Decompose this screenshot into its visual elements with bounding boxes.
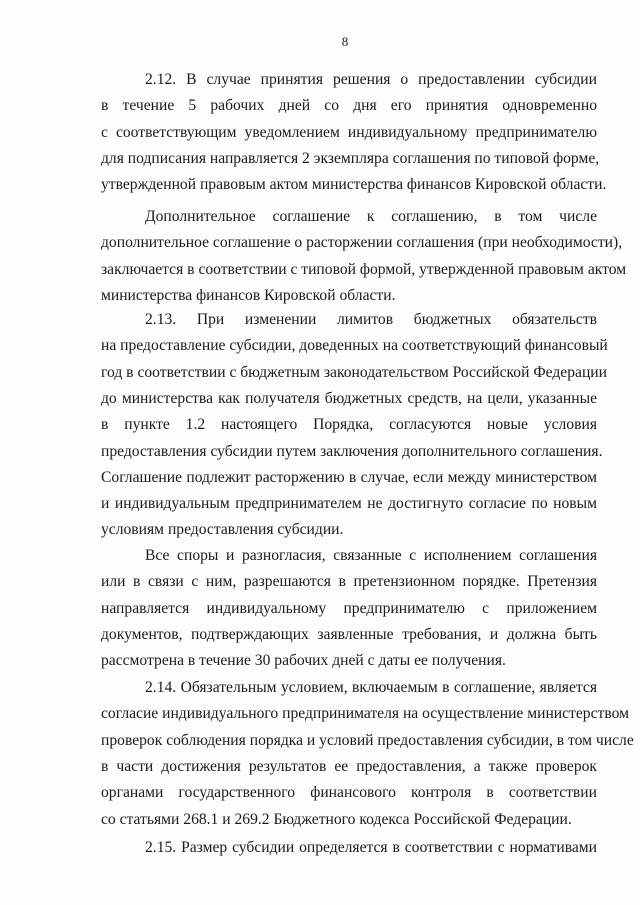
text-line: 2.14. Обязательным условием, включаемым в соглашение, является: [145, 679, 597, 696]
text-line: согласие индивидуального предпринимателя на осуществление министерством: [101, 705, 629, 723]
text-line: год в соответствии с бюджетным законодательством Российской Федерации: [101, 363, 607, 381]
text-line: предоставления субсидии путем заключения дополнительного соглашения.: [101, 442, 603, 460]
page-number: 8: [341, 34, 349, 49]
text-line: органами государственного финансового контроля в соответствии: [101, 784, 597, 802]
text-line: в течение 5 рабочих дней со дня его принятия одновременно: [101, 97, 597, 115]
text-line: министерства финансов Кировской области.: [101, 286, 396, 304]
text-line: направляется индивидуальному предпринимателю с приложением: [101, 599, 597, 617]
text-line: в части достижения результатов ее предоставления, а также проверок: [101, 757, 597, 775]
text-line: со статьями 268.1 и 269.2 Бюджетного кодекса Российской Федерации.: [101, 810, 572, 828]
text-line: для подписания направляется 2 экземпляра соглашения по типовой форме,: [101, 149, 600, 167]
text-line: с соответствующим уведомлением индивидуальному предпринимателю: [101, 123, 597, 141]
text-line: или в связи с ним, разрешаются в претензионном порядке. Претензия: [101, 573, 597, 591]
text-line: в пункте 1.2 настоящего Порядка, согласуются новые условия: [101, 416, 597, 434]
text-line: документов, подтверждающих заявленные требования, и должна быть: [101, 625, 597, 643]
text-line: утвержденной правовым актом министерства финансов Кировской области.: [101, 176, 607, 194]
text-line: условиям предоставления субсидии.: [101, 521, 344, 539]
text-line: 2.12. В случае принятия решения о предоставлении субсидии: [145, 71, 597, 88]
text-line: и индивидуальным предпринимателем не достигнуто согласие по новым: [101, 495, 597, 513]
text-line: до министерства как получателя бюджетных средств, на цели, указанные: [101, 389, 597, 407]
text-line: заключается в соответствии с типовой формой, утвержденной правовым актом: [101, 260, 627, 278]
text-line: Все споры и разногласия, связанные с исполнением соглашения: [145, 547, 597, 564]
text-line: на предоставление субсидии, доведенных на соответствующий финансовый: [101, 337, 608, 355]
text-line: Дополнительное соглашение к соглашению, в том числе: [145, 208, 597, 225]
text-line: дополнительное соглашение о расторжении соглашения (при необходимости),: [101, 234, 623, 252]
text-line: 2.15. Размер субсидии определяется в соответствии с нормативами: [145, 839, 597, 856]
text-line: рассмотрена в течение 30 рабочих дней с даты ее получения.: [101, 652, 506, 670]
text-line: проверок соблюдения порядка и условий предоставления субсидии, в том числе: [101, 731, 634, 749]
text-line: 2.13. При изменении лимитов бюджетных обязательств: [145, 311, 597, 328]
text-line: Соглашение подлежит расторжению в случае, если между министерством: [101, 468, 597, 486]
